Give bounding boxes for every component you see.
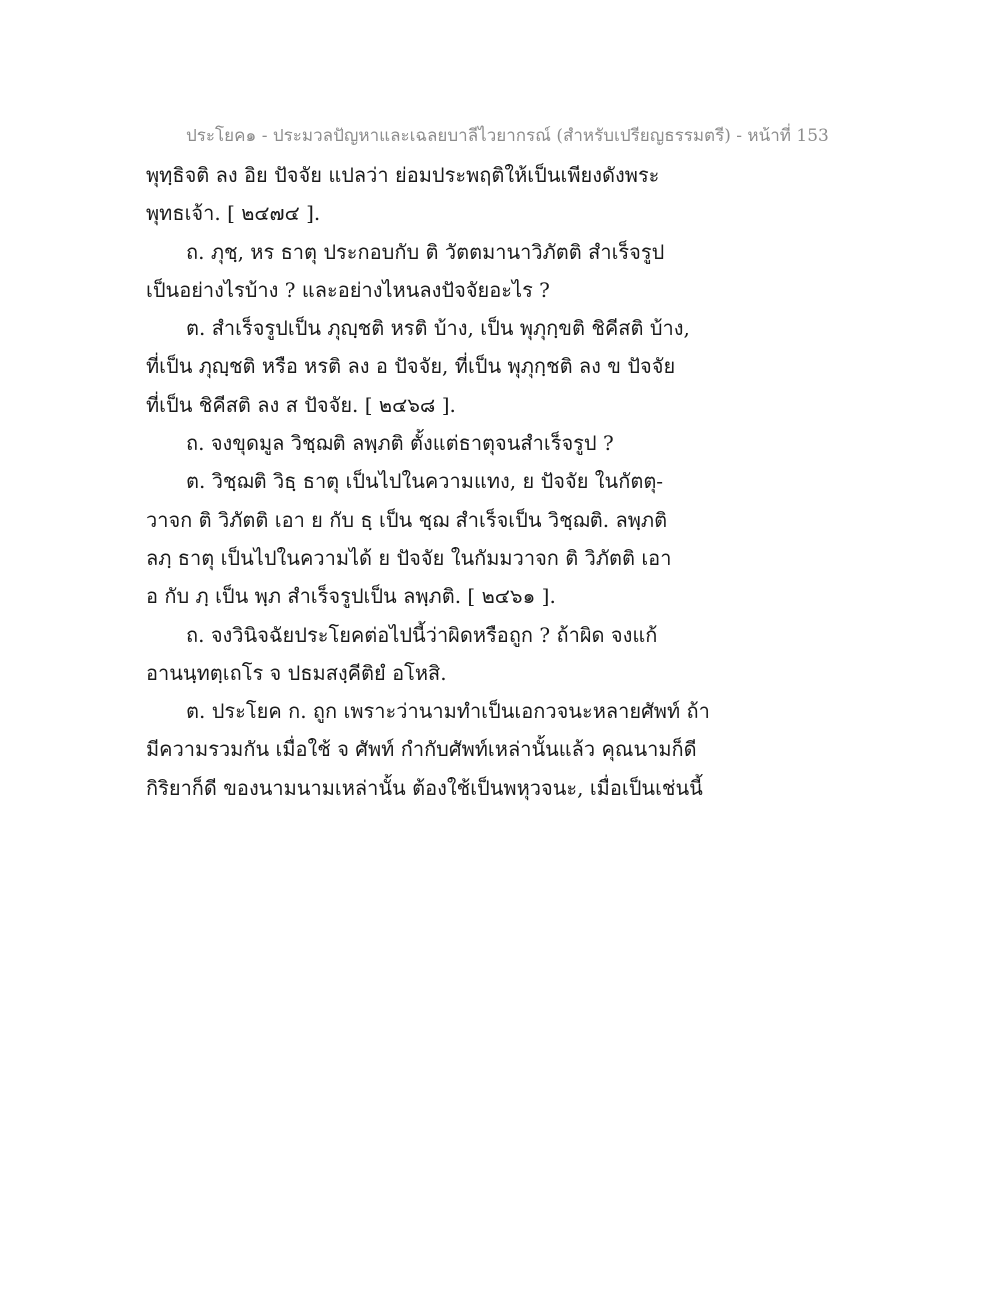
- question-line: ถ. จงวินิจฉัยประโยคต่อไปนี้ว่าผิดหรือถูก ? ถ้าผิด จงแก้: [186, 622, 658, 647]
- text-line: กิริยาก็ดี ของนามนามเหล่านั้น ต้องใช้เป็นพหุวจนะ, เมื่อเป็นเช่นนี้: [146, 775, 703, 800]
- text-line: เป็นอย่างไรบ้าง ? และอย่างไหนลงปัจจัยอะไร ?: [146, 277, 550, 302]
- answer-line: ต. สำเร็จรูปเป็น ภุญฺชติ หรติ บ้าง, เป็น พุภุกฺขติ ชิคีสติ บ้าง,: [186, 316, 690, 341]
- text-line: ที่เป็น ชิคีสติ ลง ส ปัจจัย. [ ๒๔๖๘ ].: [146, 392, 456, 417]
- body-text: [146, 156, 710, 807]
- running-header: ประโยค๑ - ประมวลปัญหาและเฉลยบาลีไวยากรณ์ (สำหรับเปรียญธรรมตรี) - หน้าที่ 153: [186, 126, 829, 146]
- text-line: มีความรวมกัน เมื่อใช้ จ ศัพท์ กำกับศัพท์เหล่านั้นแล้ว คุณนามก็ดี: [146, 737, 697, 762]
- text-line: ที่เป็น ภุญฺชติ หรือ หรติ ลง อ ปัจจัย, ที่เป็น พุภุกฺชติ ลง ข ปัจจัย: [146, 354, 676, 379]
- text-line: วาจก ติ วิภัตติ เอา ย กับ ธฺ เป็น ชฺฌ สำเร็จเป็น วิชฺฌติ. ลพฺภติ: [146, 507, 668, 532]
- answer-line: ต. วิชฺฌติ วิธฺ ธาตุ เป็นไปในความแทง, ย ปัจจัย ในกัตตุ-: [186, 469, 664, 494]
- text-line: อานนฺทตฺเถโร จ ปธมสงฺคีติยํ อโหสิ.: [146, 660, 447, 685]
- question-line: ถ. จงขุดมูล วิชฺฌติ ลพฺภติ ตั้งแต่ธาตุจนสำเร็จรูป ?: [186, 431, 614, 456]
- text-line: ลภฺ ธาตุ เป็นไปในความได้ ย ปัจจัย ในกัมมวาจก ติ วิภัตติ เอา: [146, 545, 672, 570]
- text-line: พุทธเจ้า. [ ๒๔๗๔ ].: [146, 201, 321, 226]
- text-line: พุทฺธิจติ ลง อิย ปัจจัย แปลว่า ย่อมประพฤติให้เป็นเพียงดังพระ: [146, 163, 660, 187]
- question-line: ถ. ภุชฺ, หร ธาตุ ประกอบกับ ติ วัตตมานาวิภัตติ สำเร็จรูป: [186, 239, 665, 264]
- answer-line: ต. ประโยค ก. ถูก เพราะว่านามทำเป็นเอกวจนะหลายศัพท์ ถ้า: [186, 699, 710, 724]
- text-line: อ กับ ภฺ เป็น พฺภ สำเร็จรูปเป็น ลพฺภติ. [ ๒๔๖๑ ].: [146, 584, 556, 609]
